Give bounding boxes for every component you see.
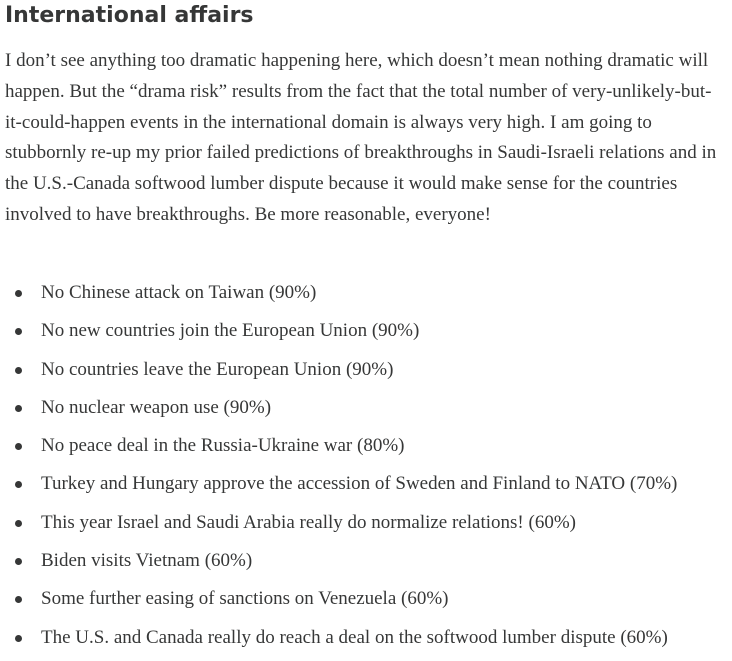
list-item <box>5 355 732 393</box>
list-item <box>5 508 732 546</box>
prediction-text: No peace deal in the Russia-Ukraine war (80%) <box>41 435 405 457</box>
bullet-icon <box>15 481 22 488</box>
intro-paragraph: I don’t see anything too dramatic happening here, which doesn’t mean nothing dramatic will happen. But the “drama risk” results from the fact that the total number of very-unlikely-but-it-could-happen events in the international domain is always very high. I am going to stubbornly re-up my prior failed predictions of breakthroughs in Saudi-Israeli relations and in the U.S.-Canada softwood lumber dispute because it would make sense for the countries involved to have breakthroughs. Be more reasonable, everyone! <box>5 50 717 225</box>
predictions-list <box>5 278 732 661</box>
prediction-text: Turkey and Hungary approve the accession of Sweden and Finland to NATO (70%) <box>41 473 678 495</box>
section-heading: International affairs <box>5 3 254 28</box>
bullet-icon <box>15 443 22 450</box>
prediction-text: No Chinese attack on Taiwan (90%) <box>41 282 317 303</box>
list-item <box>5 584 732 622</box>
bullet-icon <box>15 328 22 335</box>
prediction-text: This year Israel and Saudi Arabia really do normalize relations! (60%) <box>41 511 576 533</box>
prediction-text: No nuclear weapon use (90%) <box>41 396 272 418</box>
list-item <box>5 393 732 431</box>
bullet-icon <box>15 405 22 412</box>
list-item <box>5 469 732 507</box>
bullet-icon <box>15 290 22 297</box>
list-item <box>5 546 732 584</box>
list-item <box>5 316 732 354</box>
prediction-text: No countries leave the European Union (90%) <box>41 358 394 380</box>
prediction-text: No new countries join the European Union (90%) <box>41 320 420 342</box>
bullet-icon <box>15 596 22 603</box>
list-item <box>5 623 732 661</box>
prediction-text: Some further easing of sanctions on Venezuela (60%) <box>41 588 449 610</box>
bullet-icon <box>15 558 22 565</box>
bullet-icon <box>15 520 22 527</box>
list-item <box>5 278 732 316</box>
prediction-text: Biden visits Vietnam (60%) <box>41 550 253 572</box>
bullet-icon <box>15 635 22 642</box>
prediction-text: The U.S. and Canada really do reach a deal on the softwood lumber dispute (60%) <box>41 626 668 648</box>
list-item <box>5 431 732 469</box>
bullet-icon <box>15 367 22 374</box>
